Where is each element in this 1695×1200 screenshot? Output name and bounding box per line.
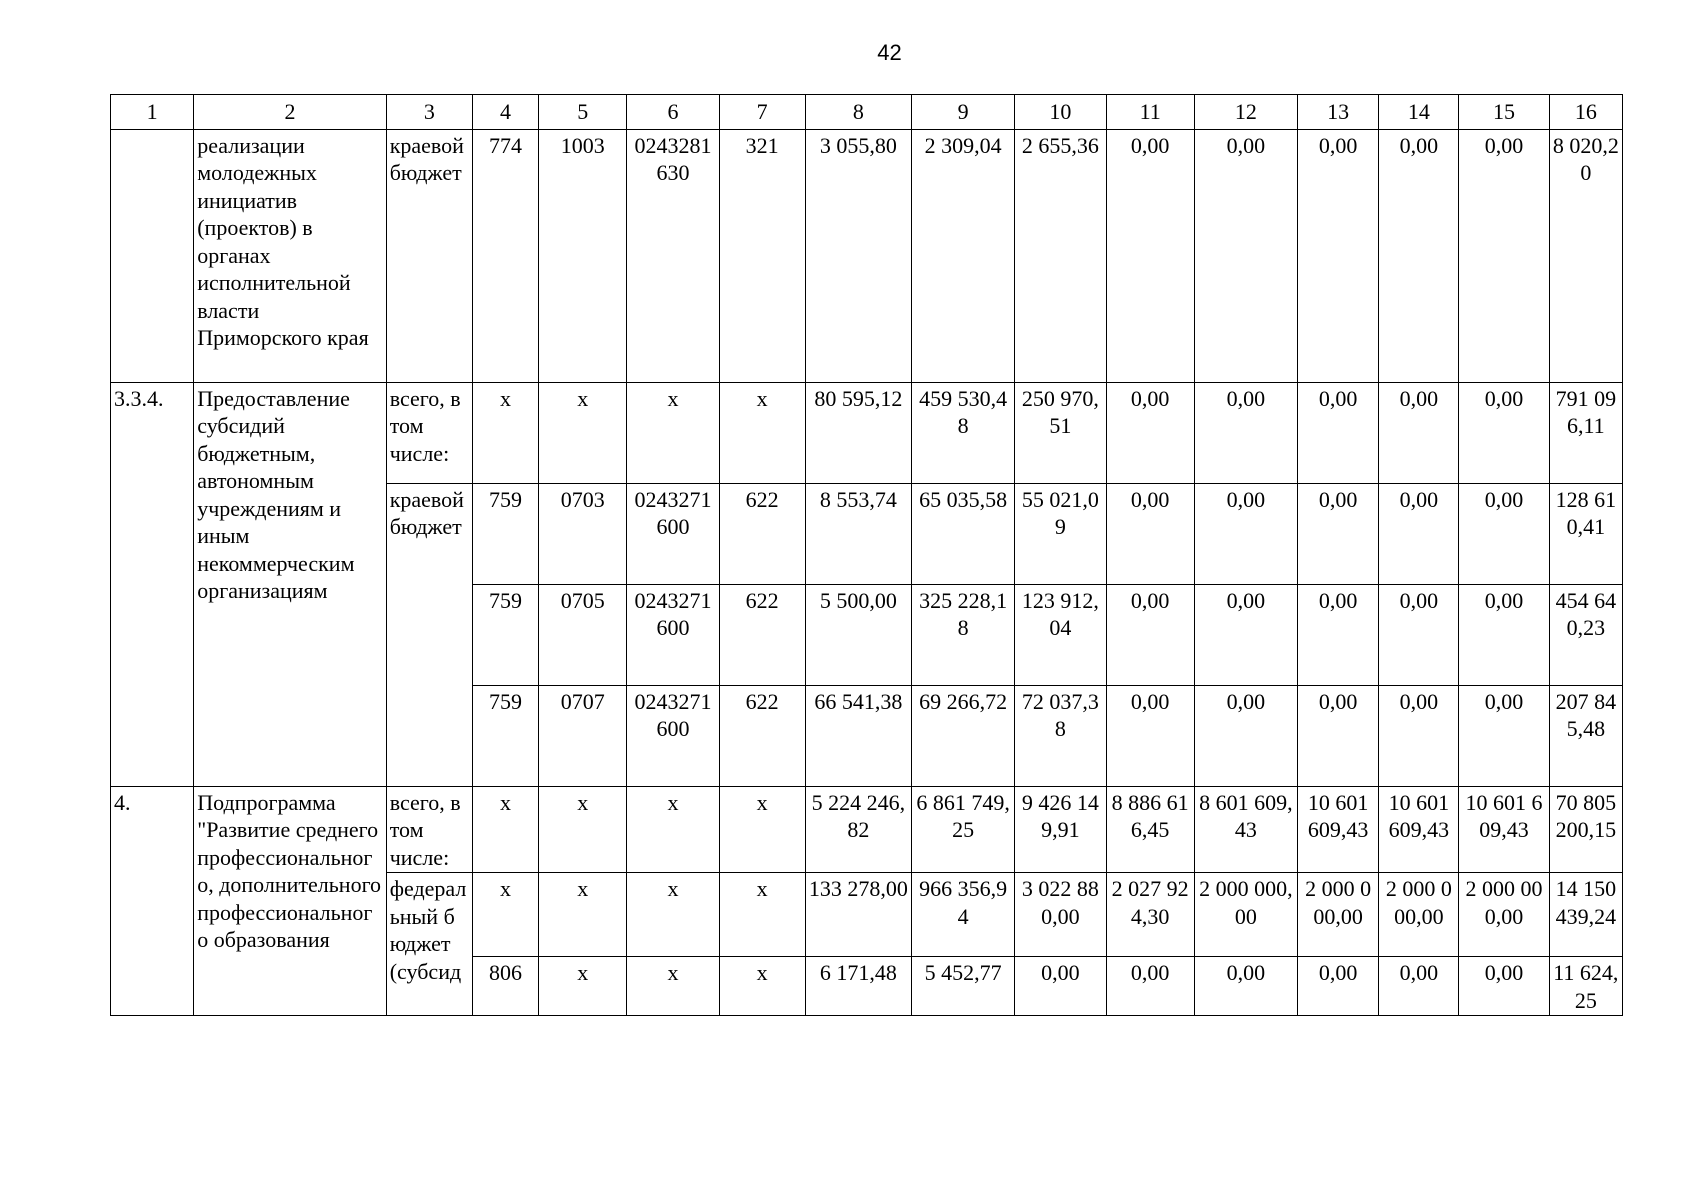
vr-cell: 622 [719, 483, 805, 584]
amount-cell: 0,00 [1194, 382, 1297, 483]
amount-cell: 0,00 [1106, 129, 1194, 382]
grbs-cell: 759 [472, 483, 538, 584]
item-name-cell: реализации молодежных инициатив (проектов) в органах исполнительной власти Приморского края [194, 129, 387, 382]
amount-cell: 0,00 [1298, 957, 1379, 1016]
total-cell: 8 020,20 [1549, 129, 1622, 382]
column-header: 13 [1298, 95, 1379, 130]
amount-cell: 10 601 609,43 [1459, 786, 1549, 873]
column-header: 12 [1194, 95, 1297, 130]
amount-cell: 0,00 [1298, 129, 1379, 382]
csr-cell: х [627, 786, 719, 873]
csr-cell: 0243271600 [627, 483, 719, 584]
amount-cell: 55 021,09 [1015, 483, 1106, 584]
total-cell: 14 150 439,24 [1549, 873, 1622, 957]
funding-source-cell: федеральный бюджет (субсид [386, 873, 472, 1016]
amount-cell: 0,00 [1298, 584, 1379, 685]
amount-cell: 0,00 [1106, 685, 1194, 786]
csr-cell: 0243271600 [627, 685, 719, 786]
table-row [111, 382, 1623, 483]
rzpr-cell: х [539, 873, 627, 957]
column-header: 9 [912, 95, 1015, 130]
column-header: 11 [1106, 95, 1194, 130]
amount-cell: 5 452,77 [912, 957, 1015, 1016]
amount-cell: 5 224 246,82 [805, 786, 911, 873]
vr-cell: 622 [719, 584, 805, 685]
item-name-cell: Подпрограмма "Развитие среднего профессионального, дополнительного профессионального образования [194, 786, 387, 1016]
column-header: 8 [805, 95, 911, 130]
grbs-cell: 774 [472, 129, 538, 382]
grbs-cell: х [472, 382, 538, 483]
vr-cell: х [719, 873, 805, 957]
rzpr-cell: 0705 [539, 584, 627, 685]
csr-cell: 0243281630 [627, 129, 719, 382]
vr-cell: х [719, 957, 805, 1016]
item-number-cell: 4. [111, 786, 194, 1016]
rzpr-cell: х [539, 957, 627, 1016]
amount-cell: 0,00 [1459, 685, 1549, 786]
amount-cell: 123 912,04 [1015, 584, 1106, 685]
csr-cell: х [627, 873, 719, 957]
grbs-cell: 806 [472, 957, 538, 1016]
amount-cell: 2 000 000,00 [1379, 873, 1459, 957]
amount-cell: 5 500,00 [805, 584, 911, 685]
column-header: 7 [719, 95, 805, 130]
vr-cell: 622 [719, 685, 805, 786]
amount-cell: 0,00 [1459, 584, 1549, 685]
amount-cell: 6 861 749,25 [912, 786, 1015, 873]
amount-cell: 0,00 [1459, 483, 1549, 584]
amount-cell: 3 055,80 [805, 129, 911, 382]
amount-cell: 0,00 [1379, 957, 1459, 1016]
amount-cell: 0,00 [1194, 129, 1297, 382]
amount-cell: 80 595,12 [805, 382, 911, 483]
grbs-cell: х [472, 873, 538, 957]
amount-cell: 133 278,00 [805, 873, 911, 957]
amount-cell: 72 037,38 [1015, 685, 1106, 786]
rzpr-cell: 0707 [539, 685, 627, 786]
amount-cell: 10 601 609,43 [1379, 786, 1459, 873]
amount-cell: 0,00 [1379, 483, 1459, 584]
amount-cell: 3 022 880,00 [1015, 873, 1106, 957]
item-number-cell: 3.3.4. [111, 382, 194, 786]
rzpr-cell: х [539, 382, 627, 483]
column-header: 16 [1549, 95, 1622, 130]
amount-cell: 66 541,38 [805, 685, 911, 786]
amount-cell: 10 601 609,43 [1298, 786, 1379, 873]
amount-cell: 0,00 [1298, 382, 1379, 483]
amount-cell: 0,00 [1106, 584, 1194, 685]
amount-cell: 69 266,72 [912, 685, 1015, 786]
csr-cell: 0243271600 [627, 584, 719, 685]
amount-cell: 250 970,51 [1015, 382, 1106, 483]
amount-cell: 0,00 [1106, 382, 1194, 483]
column-header: 6 [627, 95, 719, 130]
amount-cell: 8 886 616,45 [1106, 786, 1194, 873]
total-cell: 454 640,23 [1549, 584, 1622, 685]
amount-cell: 2 000 000,00 [1298, 873, 1379, 957]
amount-cell: 0,00 [1106, 957, 1194, 1016]
vr-cell: х [719, 786, 805, 873]
amount-cell: 966 356,94 [912, 873, 1015, 957]
amount-cell: 8 601 609,43 [1194, 786, 1297, 873]
table-header-row [111, 95, 1623, 130]
total-cell: 70 805 200,15 [1549, 786, 1622, 873]
rzpr-cell: х [539, 786, 627, 873]
amount-cell: 9 426 149,91 [1015, 786, 1106, 873]
column-header: 3 [386, 95, 472, 130]
funding-source-cell: всего, в том числе: [386, 786, 472, 873]
csr-cell: х [627, 957, 719, 1016]
table-row [111, 129, 1623, 382]
amount-cell: 0,00 [1194, 957, 1297, 1016]
column-header: 14 [1379, 95, 1459, 130]
column-header: 5 [539, 95, 627, 130]
amount-cell: 6 171,48 [805, 957, 911, 1016]
amount-cell: 0,00 [1459, 957, 1549, 1016]
column-header: 10 [1015, 95, 1106, 130]
vr-cell: 321 [719, 129, 805, 382]
amount-cell: 0,00 [1459, 129, 1549, 382]
funding-source-cell: краевой бюджет [386, 129, 472, 382]
amount-cell: 0,00 [1106, 483, 1194, 584]
column-header: 15 [1459, 95, 1549, 130]
rzpr-cell: 0703 [539, 483, 627, 584]
amount-cell: 0,00 [1379, 129, 1459, 382]
item-name-cell: Предоставление субсидий бюджетным, автономным учреждениям и иным некоммерческим организациям [194, 382, 387, 786]
column-header: 4 [472, 95, 538, 130]
column-header: 2 [194, 95, 387, 130]
grbs-cell: х [472, 786, 538, 873]
grbs-cell: 759 [472, 584, 538, 685]
total-cell: 128 610,41 [1549, 483, 1622, 584]
total-cell: 11 624,25 [1549, 957, 1622, 1016]
amount-cell: 0,00 [1459, 382, 1549, 483]
csr-cell: х [627, 382, 719, 483]
rzpr-cell: 1003 [539, 129, 627, 382]
amount-cell: 2 000 000,00 [1459, 873, 1549, 957]
page-number: 42 [877, 40, 902, 65]
item-number-cell [111, 129, 194, 382]
amount-cell: 2 027 924,30 [1106, 873, 1194, 957]
funding-source-cell: краевой бюджет [386, 483, 472, 786]
total-cell: 207 845,48 [1549, 685, 1622, 786]
amount-cell: 0,00 [1379, 685, 1459, 786]
amount-cell: 8 553,74 [805, 483, 911, 584]
amount-cell: 2 655,36 [1015, 129, 1106, 382]
amount-cell: 459 530,48 [912, 382, 1015, 483]
amount-cell: 0,00 [1379, 382, 1459, 483]
amount-cell: 65 035,58 [912, 483, 1015, 584]
table-row [111, 786, 1623, 873]
amount-cell: 2 309,04 [912, 129, 1015, 382]
amount-cell: 0,00 [1298, 685, 1379, 786]
amount-cell: 0,00 [1194, 483, 1297, 584]
amount-cell: 0,00 [1379, 584, 1459, 685]
total-cell: 791 096,11 [1549, 382, 1622, 483]
amount-cell: 0,00 [1015, 957, 1106, 1016]
amount-cell: 2 000 000,00 [1194, 873, 1297, 957]
amount-cell: 0,00 [1298, 483, 1379, 584]
amount-cell: 325 228,18 [912, 584, 1015, 685]
amount-cell: 0,00 [1194, 584, 1297, 685]
funding-source-cell: всего, в том числе: [386, 382, 472, 483]
column-header: 1 [111, 95, 194, 130]
vr-cell: х [719, 382, 805, 483]
amount-cell: 0,00 [1194, 685, 1297, 786]
grbs-cell: 759 [472, 685, 538, 786]
budget-table [110, 94, 1623, 1016]
